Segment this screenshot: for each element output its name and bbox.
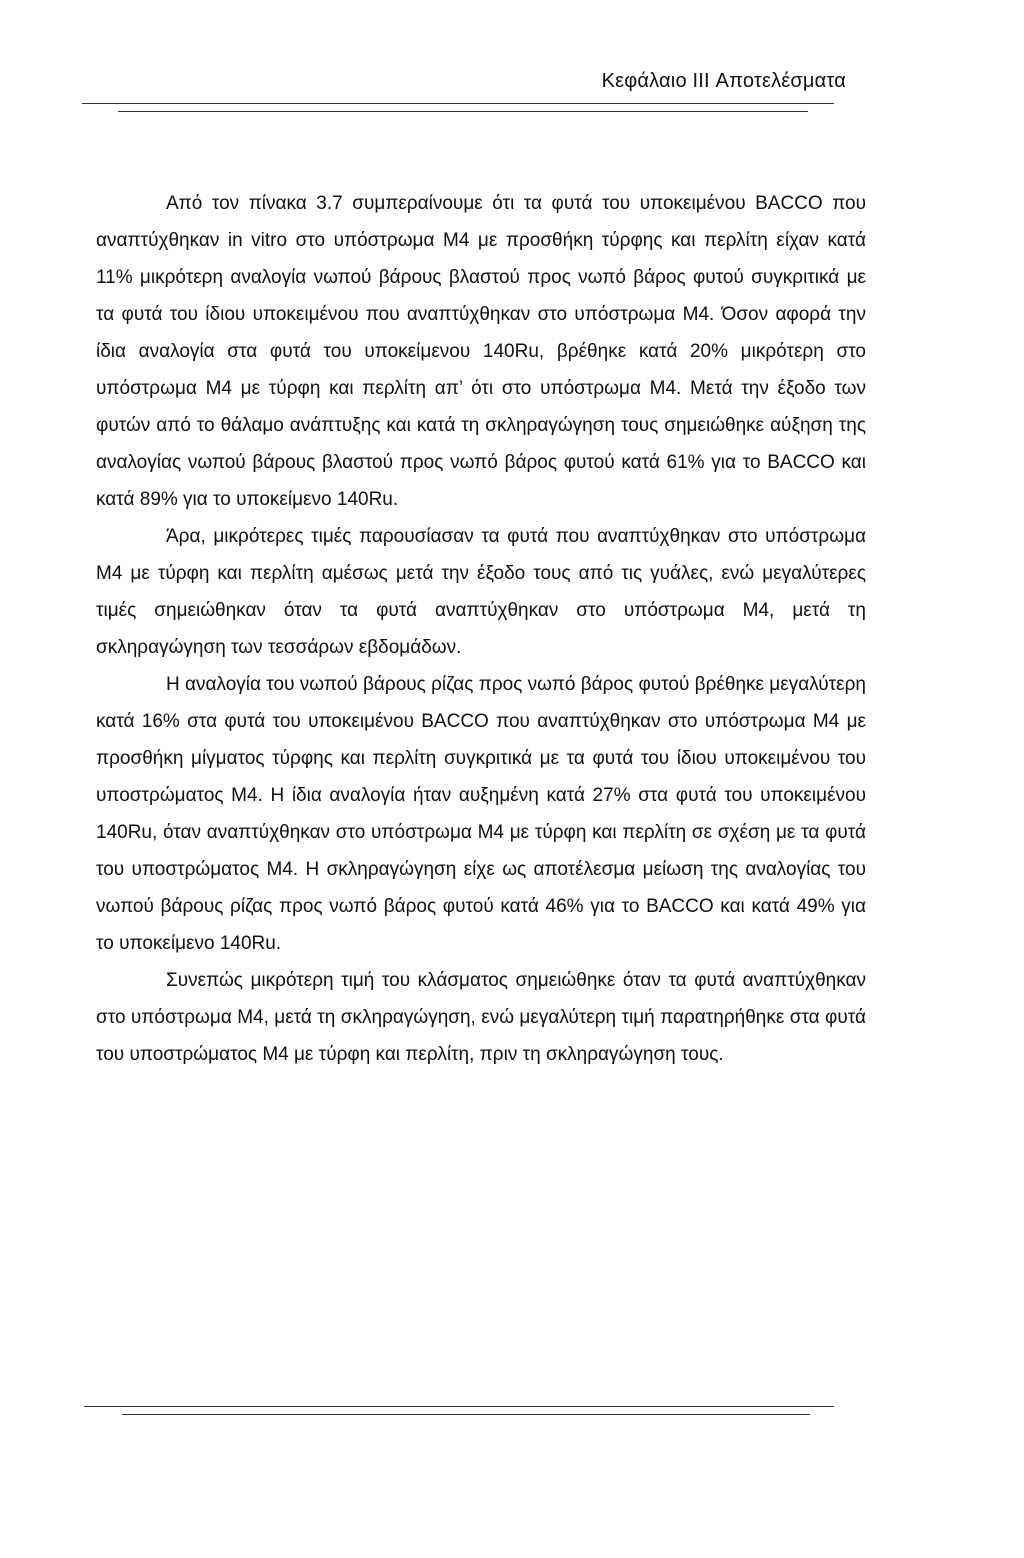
- paragraph-1: Από τον πίνακα 3.7 συμπεραίνουμε ότι τα φυτά του υποκειμένου BACCO που αναπτύχθηκαν in vitro στο υπόστρωμα Μ4 με προσθήκη τύρφης και περλίτη είχαν κατά 11% μικρότερη αναλογία νωπού βάρους βλαστού προς νωπό βάρος φυτού συγκριτικά με τα φυτά του ίδιου υποκειμένου που αναπτύχθηκαν στο υπόστρωμα Μ4. Όσον αφορά την ίδια αναλογία στα φυτά του υποκείμενου 140Ru, βρέθηκε κατά 20% μικρότερη στο υπόστρωμα Μ4 με τύρφη και περλίτη απ’ ότι στο υπόστρωμα Μ4. Μετά την έξοδο των φυτών από το θάλαμο ανάπτυξης και κατά τη σκληραγώγηση τους σημειώθηκε αύξηση της αναλογίας νωπού βάρους βλαστού προς νωπό βάρος φυτού κατά 61% για το BACCO και κατά 89% για το υποκείμενο 140Ru.: [96, 193, 866, 510]
- paragraph-2: Άρα, μικρότερες τιμές παρουσίασαν τα φυτά που αναπτύχθηκαν στο υπόστρωμα Μ4 με τύρφη και περλίτη αμέσως μετά την έξοδο τους από τις γυάλες, ενώ μεγαλύτερες τιμές σημειώθηκαν όταν τα φυτά αναπτύχθηκαν στο υπόστρωμα Μ4, μετά τη σκληραγώγηση των τεσσάρων εβδομάδων.: [96, 526, 866, 658]
- header-rule-top: [82, 103, 834, 104]
- paragraph-3: Η αναλογία του νωπού βάρους ρίζας προς νωπό βάρος φυτού βρέθηκε μεγαλύτερη κατά 16% στα φυτά του υποκειμένου BACCO που αναπτύχθηκαν στο υπόστρωμα Μ4 με προσθήκη μίγματος τύρφης και περλίτη συγκριτικά με τα φυτά του ίδιου υποκειμένου του υποστρώματος Μ4. Η ίδια αναλογία ήταν αυξημένη κατά 27% στα φυτά του υποκειμένου 140Ru, όταν αναπτύχθηκαν στο υπόστρωμα Μ4 με τύρφη και περλίτη σε σχέση με τα φυτά του υποστρώματος Μ4. Η σκληραγώγηση είχε ως αποτέλεσμα μείωση της αναλογίας του νωπού βάρους ρίζας προς νωπό βάρος φυτού κατά 46% για το BACCO και κατά 49% για το υποκείμενο 140Ru.: [96, 674, 866, 954]
- header-rule-bottom: [118, 111, 808, 112]
- chapter-header: Κεφάλαιο III Αποτελέσματα: [601, 70, 846, 92]
- body-text: [96, 185, 866, 1073]
- paragraph-4: Συνεπώς μικρότερη τιμή του κλάσματος σημειώθηκε όταν τα φυτά αναπτύχθηκαν στο υπόστρωμα Μ4, μετά τη σκληραγώγηση, ενώ μεγαλύτερη τιμή παρατηρήθηκε στα φυτά του υποστρώματος Μ4 με τύρφη και περλίτη, πριν τη σκληραγώγηση τους.: [96, 970, 866, 1065]
- footer-rule-top: [84, 1406, 834, 1407]
- footer-rule-bottom: [122, 1414, 810, 1415]
